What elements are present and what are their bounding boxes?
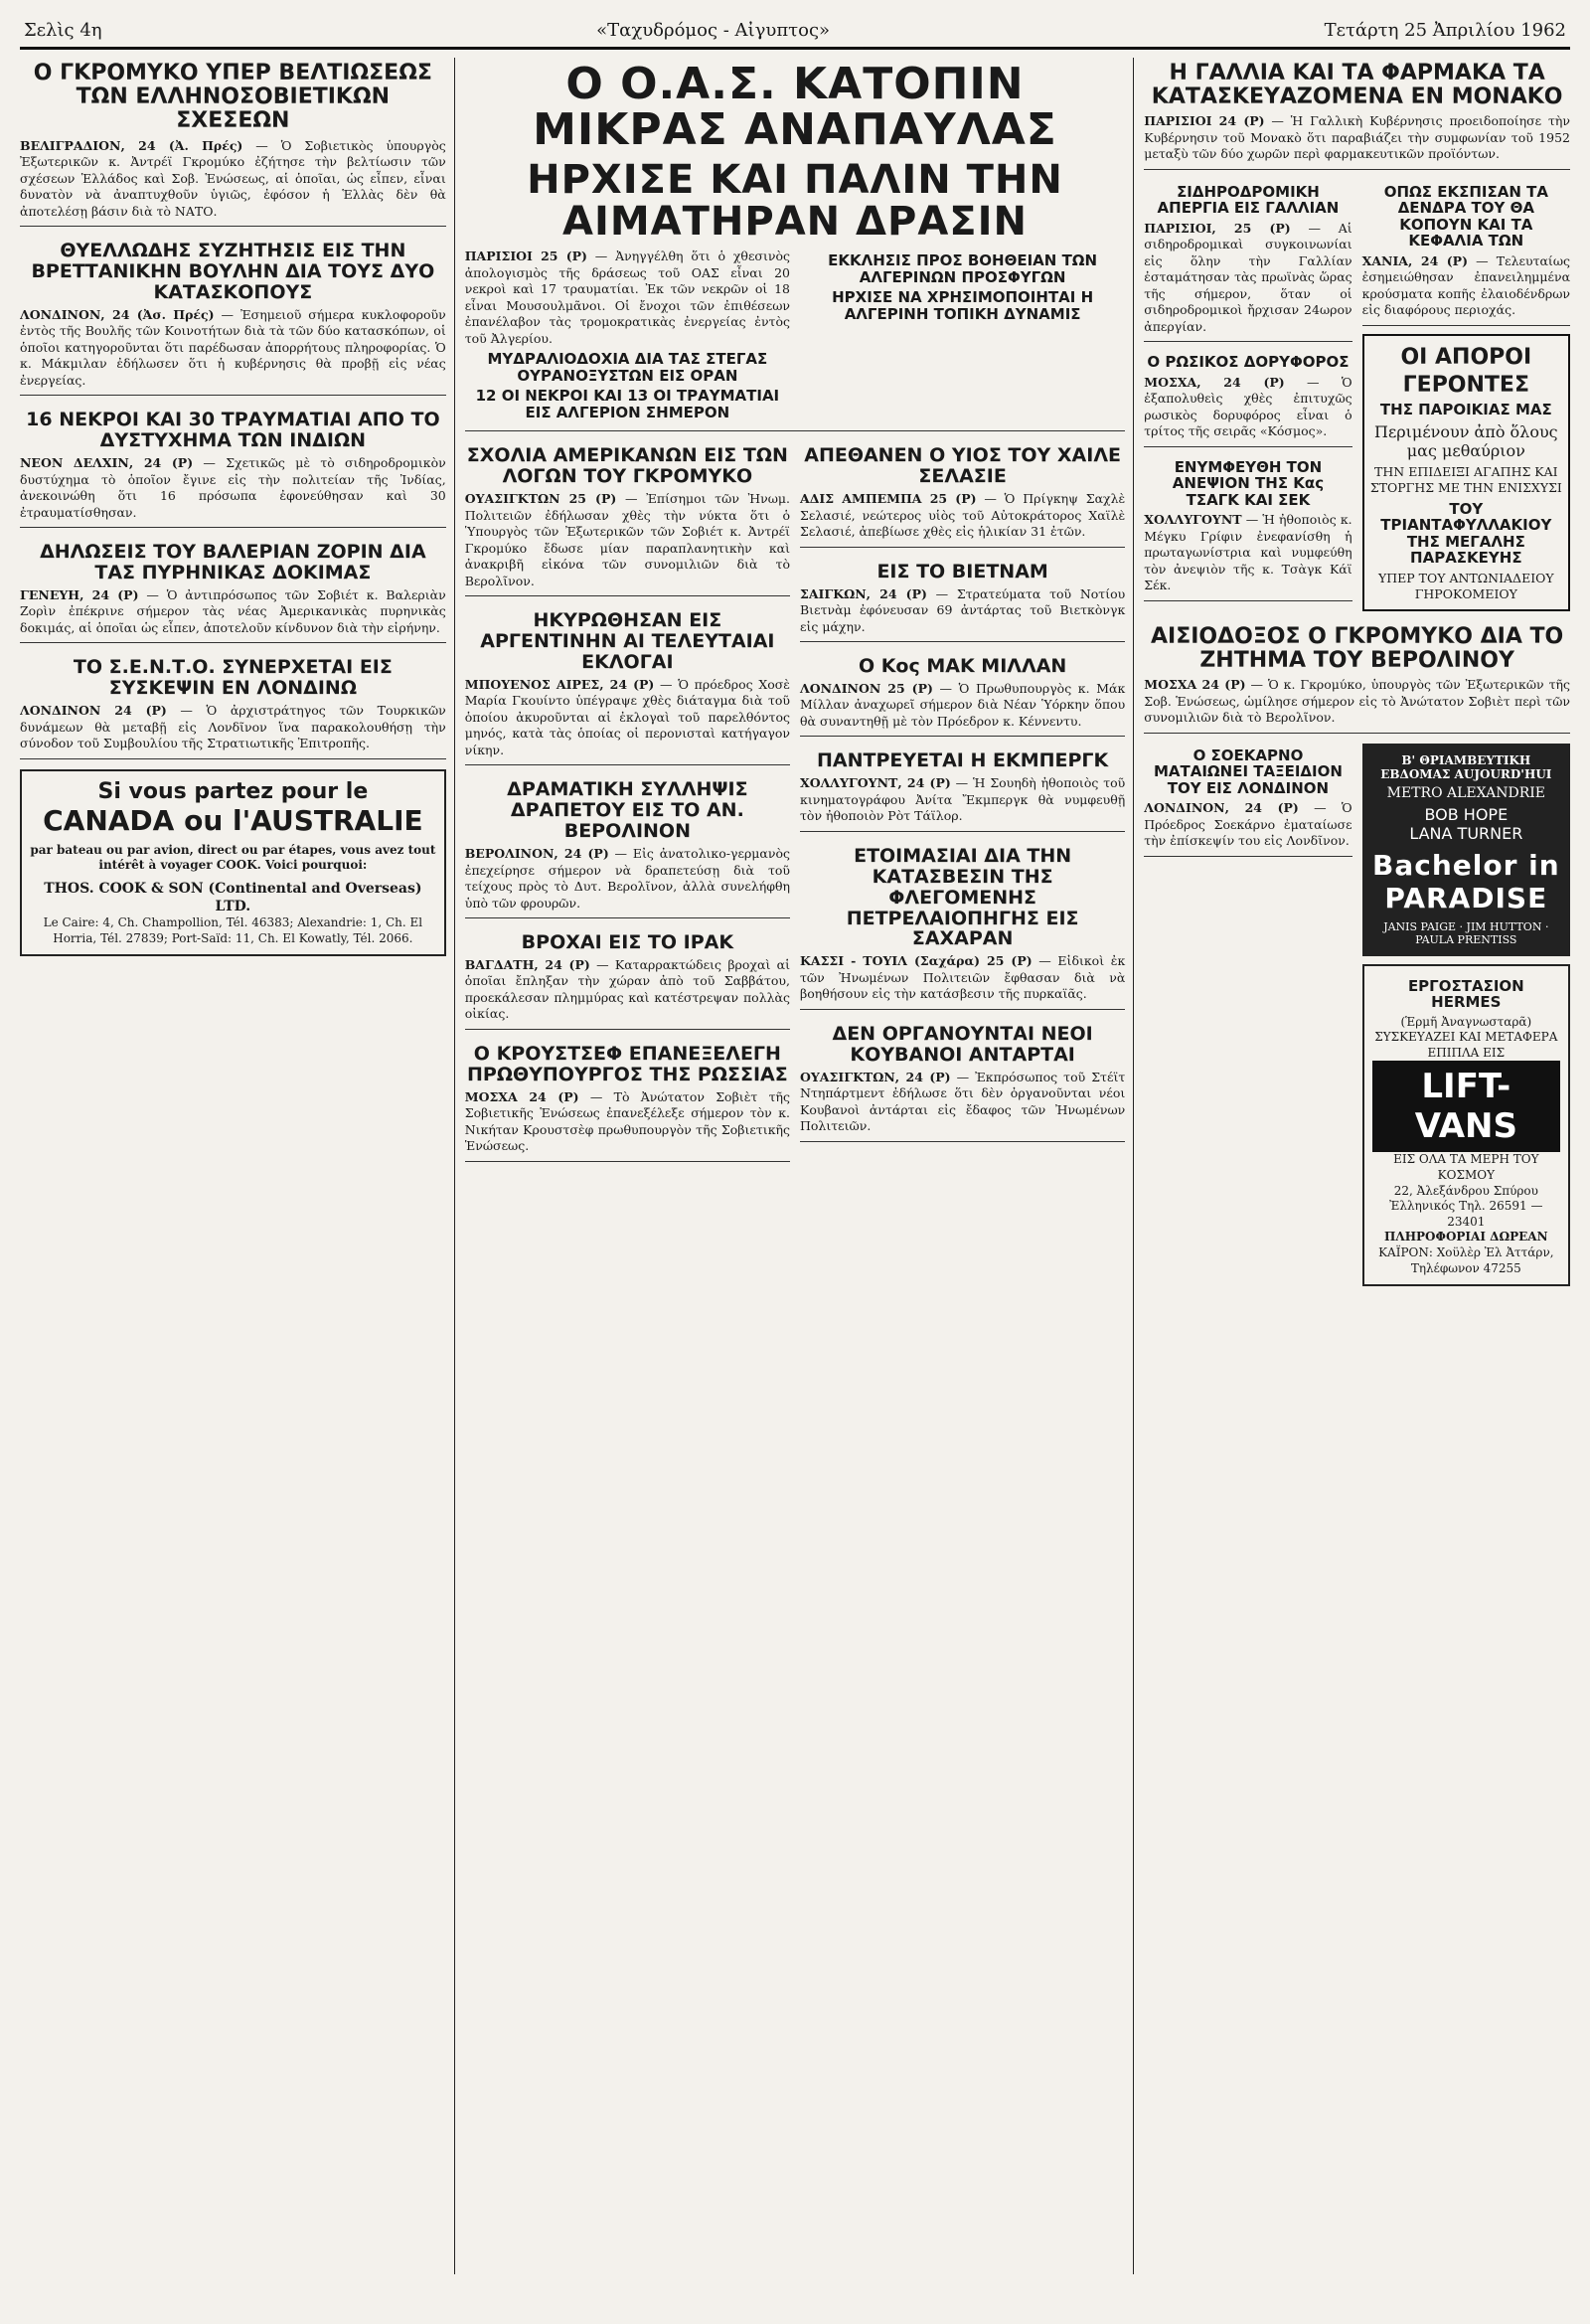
- article-british-parliament: ΘΥΕΛΛΩΔΗΣ ΣΥΖΗΤΗΣΙΣ ΕΙΣ ΤΗΝ ΒΡΕΤΤΑΝΙΚΗΝ ΒΟΥΛΗΝ ΔΙΑ ΤΟΥΣ ΔΥΟ ΚΑΤΑΣΚΟΠΟΥΣ ΛΟΝΔΙΝΟΝ, 24 (Ἀσ. Πρές) — Ἐσημειοῦ σήμερα κυκλοφοροῦν ἐντὸς τῆς Βουλῆς τῶν Κοινοτήτων διὰ τὰ τῶν δύο κατασκόπων, οἱ ὁποῖοι κατηγοροῦνται ὅτι παρέδωσαν ἀπορρήτους πληροφορίας. Ὁ κ. Μάκμιλαν ἐδήλωσεν ὅτι ἡ κυβέρνησις θὰ προβῇ εἰς νέας ἐνεργείας.: [20, 237, 446, 396]
- dateline: ΟΥΑΣΙΓΚΤΩΝ 25 (Ρ): [464, 491, 617, 507]
- article-body: Τὸ Ἀνώτατον Σοβιὲτ τῆς Σοβιετικῆς Ἑνώσεως ἐπανεξέλεξε σήμερον τὸν κ. Νικήταν Κρουστσὲφ πρωθυπουργὸν τῆς Σοβιετικῆς Ἑνώσεως.: [464, 1088, 790, 1154]
- film-title: Bachelor in PARADISE: [1371, 848, 1560, 914]
- dateline: ΑΔΙΣ ΑΜΠΕΜΠΑ 25 (Ρ): [800, 491, 977, 507]
- ad-address: Le Caire: 4, Ch. Champollion, Tél. 46383; Alexandrie: 1, Ch. El Horria, Tél. 27839; Port-Saïd: 11, Ch. El Kowatly, Tél. 2066.: [43, 915, 423, 945]
- dateline: ΝΕΟΝ ΔΕΛΧΙΝ, 24 (Ρ): [20, 455, 194, 471]
- advertisement-cook: [20, 769, 446, 957]
- headline: ΔΕΝ ΟΡΓΑΝΟΥΝΤΑΙ ΝΕΟΙ ΚΟΥΒΑΝΟΙ ΑΝΤΑΡΤΑΙ: [832, 1022, 1093, 1066]
- headline: Ο ΡΩΣΙΚΟΣ ΔΟΡΥΦΟΡΟΣ: [1147, 353, 1350, 372]
- article-body: Καταρρακτώδεις βροχαὶ αἱ ὁποῖαι ἔπληξαν τὴν χώραν ἀπὸ τοῦ Σαββάτου, προεκάλεσαν πλημμύρας καὶ κατέστρεψαν πολλὰς οἰκίας.: [464, 956, 791, 1022]
- article-body: Στρατεύματα τοῦ Νοτίου Βιετνὰμ ἐφόνευσαν 69 ἀντάρτας τοῦ Βιετκὸνγκ εἰς μάχην.: [800, 585, 1126, 634]
- article-body: Ἡ Σουηδὴ ἠθοποιὸς τοῦ κινηματογράφου Ἀνίτα Ἔκμπεργκ θὰ νυμφευθῇ τὸν ἠθοποιὸν Ρὸτ Τάϊλορ.: [800, 775, 1126, 824]
- dateline: ΜΟΣΧΑ 24 (Ρ): [1144, 677, 1246, 693]
- dateline: ΛΟΝΔΙΝΟΝ 24 (Ρ): [20, 703, 167, 719]
- article-selassie-son: ΑΠΕΘΑΝΕΝ Ο ΥΙΟΣ ΤΟΥ ΧΑΙΛΕ ΣΕΛΑΣΙΕ ΑΔΙΣ ΑΜΠΕΜΠΑ 25 (Ρ) — Ὁ Πρίγκηψ Σαχλὲ Σελασιέ, νεώτερος υἱὸς τοῦ Αὐτοκράτορος Χαϊλὲ Σελασιέ, ἀπεβίωσε χθὲς εἰς ἡλικίαν 31 ἐτῶν.: [800, 441, 1125, 547]
- article-zorin: ΔΗΛΩΣΕΙΣ ΤΟΥ ΒΑΛΕΡΙΑΝ ΖΟΡΙΝ ΔΙΑ ΤΑΣ ΠΥΡΗΝΙΚΑΣ ΔΟΚΙΜΑΣ ΓΕΝΕΥΗ, 24 (Ρ) — Ὁ ἀντιπρόσωπος τῶν Σοβιέτ κ. Βαλεριὰν Ζορὶν ἐπέκρινε σήμερον τὰς νέας Ἀμερικανικὰς πυρηνικὰς δοκιμάς, αἱ ὁποῖαι ὡς εἶπεν, ἀποτελοῦν κίνδυνον διὰ τὴν εἰρήνην.: [20, 538, 446, 643]
- subheadline: ΗΡΧΙΣΕ ΝΑ ΧΡΗΣΙΜΟΠΟΙΗΤΑΙ Η ΑΛΓΕΡΙΝΗ ΤΟΠΙΚΗ ΔΥΝΑΜΙΣ: [832, 288, 1094, 323]
- headline: Η ΓΑΛΛΙΑ ΚΑΙ ΤΑ ΦΑΡΜΑΚΑ ΤΑ ΚΑΤΑΣΚΕΥΑΖΟΜΕΝΑ ΕΝ ΜΟΝΑΚΟ: [1151, 61, 1563, 110]
- notice-line: ΓΕΡΟΝΤΕΣ: [1402, 373, 1529, 399]
- column-center: [465, 58, 1135, 2274]
- headline: ΘΥΕΛΛΩΔΗΣ ΣΥΖΗΤΗΣΙΣ ΕΙΣ ΤΗΝ ΒΡΕΤΤΑΝΙΚΗΝ ΒΟΥΛΗΝ ΔΙΑ ΤΟΥΣ ΔΥΟ ΚΑΤΑΣΚΟΠΟΥΣ: [31, 240, 435, 303]
- article-sukarno: Ο ΣΟΕΚΑΡΝΟ ΜΑΤΑΙΩΝΕΙ ΤΑΞΕΙΔΙΟΝ ΤΟΥ ΕΙΣ ΛΟΝΔΙΝΟΝ ΛΟΝΔΙΝΟΝ, 24 (Ρ) — Ὁ Πρόεδρος Σοεκάρνο ἐματαίωσε τὴν ἐπίσκεψίν του εἰς Λονδῖνον.: [1144, 744, 1352, 857]
- notice-line: ΤΗΣ ΠΑΡΟΙΚΙΑΣ ΜΑΣ: [1379, 401, 1552, 419]
- article-oas-main: Ο Ο.Α.Σ. ΚΑΤΟΠΙΝ ΜΙΚΡΑΣ ΑΝΑΠΑΥΛΑΣ ΗΡΧΙΣΕ ΚΑΙ ΠΑΛΙΝ ΤΗΝ ΑΙΜΑΤΗΡΑΝ ΔΡΑΣΙΝ ΠΑΡΙΣΙΟΙ 25 (Ρ) — Ἀνηγγέλθη ὅτι ὁ χθεσινὸς ἀπολογισμὸς τῆς δράσεως τοῦ ΟΑΣ εἶναι 20 νεκροὶ καὶ 17 τραυματίαι. Ἐκ τῶν νεκρῶν οἱ 18 εἶναι Μουσουλμᾶνοι. Οἱ ἔνοχοι τῶν ἐπιθέσεων ἐπανέλαβον τὰς τρομοκρατικὰς ἐνεργείας ἐντὸς τοῦ Ἀλγερίου. ΜΥΔΡΑΛΙΟΔΟΧΙΑ ΔΙΑ ΤΑΣ ΣΤΕΓΑΣ ΟΥΡΑΝΟΞΥΣΤΩΝ ΕΙΣ ΟΡΑΝ 12 ΟΙ ΝΕΚΡΟΙ ΚΑΙ 13 ΟΙ ΤΡΑΥΜΑΤΙΑΙ ΕΙΣ ΑΛΓΕΡΙΟΝ ΣΗΜΕΡΟΝ ΕΚΚΛΗΣΙΣ ΠΡΟΣ ΒΟΗΘΕΙΑΝ ΤΩΝ ΑΛΓΕΡΙΝΩΝ ΠΡΟΣΦΥΓΩΝ ΗΡΧΙΣΕ ΝΑ ΧΡΗΣΙΜΟΠΟΙΗΤΑΙ Η ΑΛΓΕΡΙΝΗ ΤΟΠΙΚΗ ΔΥΝΑΜΙΣ: [465, 58, 1126, 431]
- issue-date: Τετάρτη 25 Ἀπριλίου 1962: [1324, 20, 1566, 41]
- column-right: [1144, 58, 1570, 2274]
- headline: ΣΧΟΛΙΑ ΑΜΕΡΙΚΑΝΩΝ ΕΙΣ ΤΩΝ ΛΟΓΩΝ ΤΟΥ ΓΚΡΟΜΥΚΟ: [466, 444, 788, 488]
- masthead: [20, 20, 1570, 50]
- main-headline-line1: Ο Ο.Α.Σ. ΚΑΤΟΠΙΝ ΜΙΚΡΑΣ ΑΝΑΠΑΥΛΑΣ: [533, 59, 1057, 156]
- ad-text: ΣΥΣΚΕΥΑΖΕΙ ΚΑΙ ΜΕΤΑΦΕΡΑ ΕΠΙΠΛΑ ΕΙΣ: [1374, 1030, 1558, 1060]
- page-number: Σελὶς 4η: [24, 20, 102, 41]
- dateline: ΒΕΛΙΓΡΑΔΙΟΝ, 24 (Ἀ. Πρές): [20, 137, 243, 153]
- article-khrushchev: Ο ΚΡΟΥΣΤΣΕΦ ΕΠΑΝΕΞΕΛΕΓΗ ΠΡΩΘΥΠΟΥΡΓΟΣ ΤΗΣ ΡΩΣΣΙΑΣ ΜΟΣΧΑ 24 (Ρ) — Τὸ Ἀνώτατον Σοβιὲτ τῆς Σοβιετικῆς Ἑνώσεως ἐπανεξέλεξε σήμερον τὸν κ. Νικήταν Κρουστσὲφ πρωθυπουργὸν τῆς Σοβιετικῆς Ἑνώσεως.: [465, 1040, 790, 1162]
- headline: ΤΟ Σ.Ε.Ν.Τ.Ο. ΣΥΝΕΡΧΕΤΑΙ ΕΙΣ ΣΥΣΚΕΨΙΝ ΕΝ ΛΟΝΔΙΝΩ: [73, 656, 393, 700]
- star-name: BOB HOPE: [1424, 804, 1509, 824]
- ad-company: THOS. COOK & SON (Continental and Overseas) LTD.: [44, 880, 422, 914]
- article-body: Ὁ ἐξαπολυθεὶς χθὲς ἐπιτυχῶς ρωσικὸς δορυφόρος εἶναι ὁ τρίτος τῆς σειρᾶς «Κόσμος».: [1144, 374, 1352, 439]
- ad-line: Si vous partez pour le: [97, 778, 369, 804]
- notice-line: ΤΗΝ ΕΠΙΔΕΙΞΙ ΑΓΑΠΗΣ ΚΑΙ ΣΤΟΡΓΗΣ ΜΕ ΤΗΝ ΕΝΙΣΧΥΣΙ: [1369, 463, 1562, 496]
- article-body: Εἰς ἀνατολικο-γερμανὸς ἐπεχείρησε σήμερον νὰ δραπετεύσῃ διὰ τοῦ τείχους πρὸς τὸ Δυτ. Βερολῖνον, ἀλλὰ συνελήφθη ὑπὸ τῶν φρουρῶν.: [464, 846, 790, 911]
- dateline: ΧΟΛΛΥΓΟΥΝΤ, 24 (Ρ): [800, 775, 951, 791]
- article-body: Ὁ ἀρχιστράτηγος τῶν Τουρκικῶν δυνάμεων θὰ μεταβῇ εἰς Λονδῖνον ἵνα παρακολουθήσῃ τὴν σύνοδον τοῦ Συμβουλίου τῆς Στρατιωτικῆς Ἐπιτροπῆς.: [20, 703, 446, 751]
- newspaper-page: [20, 20, 1570, 2284]
- article-body: Ὁ Σοβιετικὸς ὑπουργὸς Ἐξωτερικῶν κ. Ἀντρέϊ Γκρομύκο ἐζήτησε τὴν βελτίωσιν τῶν σχέσεων Ἑλλάδος καὶ Σοβ. Ἑνώσεως, αἱ ὁποῖαι, ὡς εἶπεν, εἶναι δυνατὸν νὰ ἀναπτυχθοῦν ὑγιῶς, ἐφόσον ἡ Ἑλλὰς δὲν θὰ ἀποτελέσῃ βάσιν διὰ τὸ ΝΑΤΟ.: [20, 137, 446, 219]
- column-left: [20, 58, 455, 2274]
- article-cento: ΤΟ Σ.Ε.Ν.Τ.Ο. ΣΥΝΕΡΧΕΤΑΙ ΕΙΣ ΣΥΣΚΕΨΙΝ ΕΝ ΛΟΝΔΙΝΩ ΛΟΝΔΙΝΟΝ 24 (Ρ) — Ὁ ἀρχιστράτηγος τῶν Τουρκικῶν δυνάμεων θὰ μεταβῇ εἰς Λονδῖνον ἵνα παρακολουθήσῃ τὴν σύνοδον τοῦ Συμβουλίου τῆς Στρατιωτικῆς Ἐπιτροπῆς.: [20, 653, 446, 758]
- article-body: Ἐσημειοῦ σήμερα κυκλοφοροῦν ἐντὸς τῆς Βουλῆς τῶν Κοινοτήτων διὰ τὰ τῶν δύο κατασκόπων, οἱ ὁποῖοι κατηγοροῦνται ὅτι παρέδωσαν ἀπορρήτους πληροφορίας. Ὁ κ. Μάκμιλαν ἐδήλωσεν ὅτι ἡ κυβέρνησις θὰ προβῇ εἰς νέας ἐνεργείας.: [20, 306, 446, 388]
- headline: ΑΠΕΘΑΝΕΝ Ο ΥΙΟΣ ΤΟΥ ΧΑΙΛΕ ΣΕΛΑΣΙΕ: [804, 444, 1122, 488]
- headline: ΕΙΣ ΤΟ ΒΙΕΤΝΑΜ: [876, 560, 1048, 582]
- article-sahara-oil: ΕΤΟΙΜΑΣΙΑΙ ΔΙΑ ΤΗΝ ΚΑΤΑΣΒΕΣΙΝ ΤΗΣ ΦΛΕΓΟΜΕΝΗΣ ΠΕΤΡΕΛΑΙΟΠΗΓΗΣ ΕΙΣ ΣΑΧΑΡΑΝ ΚΑΣΣΙ - ΤΟΥΙΛ (Σαχάρα) 25 (Ρ) — Εἰδικοὶ ἐκ τῶν Ἠνωμένων Πολιτειῶν ἔφθασαν διὰ νὰ βοηθήσουν εἰς τὴν κατάσβεσιν τῆς πυρκαϊᾶς.: [800, 842, 1125, 1010]
- dateline: ΒΕΡΟΛΙΝΟΝ, 24 (Ρ): [464, 846, 609, 861]
- article-body: Ἀνηγγέλθη ὅτι ὁ χθεσινὸς ἀπολογισμὸς τῆς δράσεως τοῦ ΟΑΣ εἶναι 20 νεκροὶ καὶ 17 τραυματίαι. Ἐκ τῶν νεκρῶν οἱ 18 εἶναι Μουσουλμᾶνοι. Οἱ ἔνοχοι τῶν ἐπιθέσεων ἐπανέλαβον τὰς τρομοκρατικὰς ἐνεργείας ἐντὸς τοῦ Ἀλγερίου.: [464, 249, 790, 346]
- main-headline-line2: ΗΡΧΙΣΕ ΚΑΙ ΠΑΛΙΝ ΤΗΝ ΑΙΜΑΤΗΡΑΝ ΔΡΑΣΙΝ: [527, 157, 1063, 246]
- headline: Ο Κος ΜΑΚ ΜΙΛΛΑΝ: [858, 655, 1067, 678]
- dateline: ΠΑΡΙΣΙΟΙ, 25 (Ρ): [1144, 220, 1291, 236]
- article-argentina: ΗΚΥΡΩΘΗΣΑΝ ΕΙΣ ΑΡΓΕΝΤΙΝΗΝ ΑΙ ΤΕΛΕΥΤΑΙΑΙ ΕΚΛΟΓΑΙ ΜΠΟΥΕΝΟΣ ΑΙΡΕΣ, 24 (Ρ) — Ὁ πρόεδρος Χοσὲ Μαρία Γκουίντο ὑπέγραψε χθὲς διάταγμα διὰ τοῦ ὁποίου ἀκυροῦνται αἱ ἐκλογαὶ τοῦ παρελθόντος μηνός, κατὰ τὰς ὁποίας οἱ περονισταὶ κατήγαγον νίκην.: [465, 606, 790, 765]
- dateline: ΜΠΟΥΕΝΟΣ ΑΙΡΕΣ, 24 (Ρ): [464, 676, 655, 692]
- headline: ΑΙΣΙΟΔΟΞΟΣ Ο ΓΚΡΟΜΥΚΟ ΔΙΑ ΤΟ ΖΗΤΗΜΑ ΤΟΥ ΒΕΡΟΛΙΝΟΥ: [1151, 623, 1564, 673]
- ad-city: ΚΑΪΡΟΝ: Χοϋλὲρ Ἐλ Ἀττάρν, Τηλέφωνον 47255: [1378, 1245, 1554, 1275]
- headline: ΔΡΑΜΑΤΙΚΗ ΣΥΛΛΗΨΙΣ ΔΡΑΠΕΤΟΥ ΕΙΣ ΤΟ ΑΝ. ΒΕΡΟΛΙΝΟΝ: [507, 778, 748, 843]
- headline: ΟΠΩΣ ΕΚΣΠΙΣΑΝ ΤΑ ΔΕΝΔΡΑ ΤΟΥ ΘΑ ΚΟΠΟΥΝ ΚΑΙ ΤΑ ΚΕΦΑΛΙΑ ΤΩΝ: [1383, 182, 1548, 250]
- article-rail-strike: ΣΙΔΗΡΟΔΡΟΜΙΚΗ ΑΠΕΡΓΙΑ ΕΙΣ ΓΑΛΛΙΑΝ ΠΑΡΙΣΙΟΙ, 25 (Ρ) — Αἱ σιδηροδρομικαὶ συγκοινωνίαι εἰς ὅλην τὴν Γαλλίαν ἐσταμάτησαν τὰς πρωϊνὰς ὥρας τῆς σήμερον, ὅταν οἱ σιδηροδρομικοὶ ἤρχισαν 24ωρον ἀπεργίαν.: [1144, 180, 1352, 343]
- article-body: Ὁ Πρίγκηψ Σαχλὲ Σελασιέ, νεώτερος υἱὸς τοῦ Αὐτοκράτορος Χαϊλὲ Σελασιέ, ἀπεβίωσε χθὲς εἰς ἡλικίαν 31 ἐτῶν.: [800, 491, 1126, 540]
- article-body: Ἡ ἠθοποιὸς κ. Μέγκυ Γρίφιν ἐνεφανίσθη ἡ πρωταγωνίστρια καὶ νυμφεύθη τὸν ἀνεψιὸν τῆς κ. Τσὰγκ Κάϊ Σέκ.: [1144, 512, 1352, 593]
- article-gromyko-greek: Ο ΓΚΡΟΜΥΚΟ ΥΠΕΡ ΒΕΛΤΙΩΣΕΩΣ ΤΩΝ ΕΛΛΗΝΟΣΟΒΙΕΤΙΚΩΝ ΣΧΕΣΕΩΝ ΒΕΛΙΓΡΑΔΙΟΝ, 24 (Ἀ. Πρές) — Ὁ Σοβιετικὸς ὑπουργὸς Ἐξωτερικῶν κ. Ἀντρέϊ Γκρομύκο ἐζήτησε τὴν βελτίωσιν τῶν σχέσεων Ἑλλάδος καὶ Σοβ. Ἑνώσεως, αἱ ὁποῖαι, ὡς εἶπεν, εἶναι δυνατὸν νὰ ἀναπτυχθοῦν ὑγιῶς, ἐφόσον ἡ Ἑλλὰς δὲν θὰ ἀποτελέσῃ βάσιν διὰ τὸ ΝΑΤΟ.: [20, 58, 446, 227]
- article-ekberg: ΠΑΝΤΡΕΥΕΤΑΙ Η ΕΚΜΠΕΡΓΚ ΧΟΛΛΥΓΟΥΝΤ, 24 (Ρ) — Ἡ Σουηδὴ ἠθοποιὸς τοῦ κινηματογράφου Ἀνίτα Ἔκμπεργκ θὰ νυμφευθῇ τὸν ἠθοποιὸν Ρὸτ Τάϊλορ.: [800, 747, 1125, 831]
- headline: Ο ΣΟΕΚΑΡΝΟ ΜΑΤΑΙΩΝΕΙ ΤΑΞΕΙΔΙΟΝ ΤΟΥ ΕΙΣ ΛΟΝΔΙΝΟΝ: [1153, 746, 1343, 797]
- headline: ΣΙΔΗΡΟΔΡΟΜΙΚΗ ΑΠΕΡΓΙΑ ΕΙΣ ΓΑΛΛΙΑΝ: [1157, 182, 1340, 218]
- article-iraq-rain: ΒΡΟΧΑΙ ΕΙΣ ΤΟ ΙΡΑΚ ΒΑΓΔΑΤΗ, 24 (Ρ) — Καταρρακτώδεις βροχαὶ αἱ ὁποῖαι ἔπληξαν τὴν χώραν ἀπὸ τοῦ Σαββάτου, προεκάλεσαν πλημμύρας καὶ κατέστρεψαν πολλὰς οἰκίας.: [465, 928, 790, 1030]
- article-american-comments: ΣΧΟΛΙΑ ΑΜΕΡΙΚΑΝΩΝ ΕΙΣ ΤΩΝ ΛΟΓΩΝ ΤΟΥ ΓΚΡΟΜΥΚΟ ΟΥΑΣΙΓΚΤΩΝ 25 (Ρ) — Ἐπίσημοι τῶν Ἠνωμ. Πολιτειῶν ἐδήλωσαν χθὲς τὴν νύκτα ὅτι ὁ Ὑπουργὸς τῶν Ἐξωτερικῶν τῶν Σοβιέτ κ. Ἀντρέϊ Γκρομύκο ἔδωσε μίαν παραπλανητικὴν καὶ ἀνακριβῆ εἰκόνα τῶν συνομιλιῶν διὰ τὸ Βερολῖνον.: [465, 441, 790, 596]
- article-berlin-escape: ΔΡΑΜΑΤΙΚΗ ΣΥΛΛΗΨΙΣ ΔΡΑΠΕΤΟΥ ΕΙΣ ΤΟ ΑΝ. ΒΕΡΟΛΙΝΟΝ ΒΕΡΟΛΙΝΟΝ, 24 (Ρ) — Εἰς ἀνατολικο-γερμανὸς ἐπεχείρησε σήμερον νὰ δραπετεύσῃ διὰ τοῦ τείχους πρὸς τὸ Δυτ. Βερολῖνον, ἀλλὰ συνελήφθη ὑπὸ τῶν φρουρῶν.: [465, 775, 790, 918]
- dateline: ΛΟΝΔΙΝΟΝ, 24 (Ἀσ. Πρές): [20, 306, 215, 322]
- dateline: ΧΑΝΙΑ, 24 (Ρ): [1361, 252, 1468, 268]
- article-body: Ὁ Πρωθυπουργὸς κ. Μάκ Μίλλαν ἀναχωρεῖ σήμερον διὰ Νέαν Ὑόρκην ὅπου θὰ συναντηθῇ μὲ τὸν Πρόεδρον κ. Κέννεντυ.: [800, 680, 1126, 729]
- headline: Ο ΓΚΡΟΜΥΚΟ ΥΠΕΡ ΒΕΛΤΙΩΣΕΩΣ ΤΩΝ ΕΛΛΗΝΟΣΟΒΙΕΤΙΚΩΝ ΣΧΕΣΕΩΝ: [33, 61, 432, 134]
- notice-line: ΟΙ ΑΠΟΡΟΙ: [1400, 344, 1532, 370]
- headline: 16 ΝΕΚΡΟΙ ΚΑΙ 30 ΤΡΑΥΜΑΤΙΑΙ ΑΠΟ ΤΟ ΔΥΣΤΥΧΗΜΑ ΤΩΝ ΙΝΔΙΩΝ: [26, 409, 440, 452]
- dateline: ΟΥΑΣΙΓΚΤΩΝ, 24 (Ρ): [800, 1069, 951, 1084]
- article-india-accident: 16 ΝΕΚΡΟΙ ΚΑΙ 30 ΤΡΑΥΜΑΤΙΑΙ ΑΠΟ ΤΟ ΔΥΣΤΥΧΗΜΑ ΤΩΝ ΙΝΔΙΩΝ ΝΕΟΝ ΔΕΛΧΙΝ, 24 (Ρ) — Σχετικῶς μὲ τὸ σιδηροδρομικὸν δυστύχημα τὸ ὁποῖον ἔγινε εἰς τὴν πολιτείαν τῆς Ἰνδίας, ἀνεκοινώθη ὅτι 16 πρόσωπα ἐφονεύθησαν καὶ 30 ἐτραυματίσθησαν.: [20, 406, 446, 528]
- article-body: Εἰδικοὶ ἐκ τῶν Ἠνωμένων Πολιτειῶν ἔφθασαν διὰ νὰ βοηθήσουν εἰς τὴν κατάσβεσιν τῆς πυρκαϊᾶς.: [800, 953, 1126, 1002]
- subheadline: ΕΚΚΛΗΣΙΣ ΠΡΟΣ ΒΟΗΘΕΙΑΝ ΤΩΝ ΑΛΓΕΡΙΝΩΝ ΠΡΟΣΦΥΓΩΝ: [828, 251, 1098, 286]
- headline: ΕΤΟΙΜΑΣΙΑΙ ΔΙΑ ΤΗΝ ΚΑΤΑΣΒΕΣΙΝ ΤΗΣ ΦΛΕΓΟΜΕΝΗΣ ΠΕΤΡΕΛΑΙΟΠΗΓΗΣ ΕΙΣ ΣΑΧΑΡΑΝ: [846, 844, 1079, 950]
- article-body: Σχετικῶς μὲ τὸ σιδηροδρομικὸν δυστύχημα τὸ ὁποῖον ἔγινε εἰς τὴν πολιτείαν τῆς Ἰνδίας, ἀνεκοινώθη ὅτι 16 πρόσωπα ἐφονεύθησαν καὶ 30 ἐτραυματίσθησαν.: [20, 455, 446, 520]
- ad-text: ΕΙΣ ΟΛΑ ΤΑ ΜΕΡΗ ΤΟΥ ΚΟΣΜΟΥ: [1393, 1152, 1539, 1182]
- ad-address: 22, Ἀλεξάνδρου Σπύρου Ἐλληνικός Τηλ. 26591 — 23401: [1389, 1183, 1543, 1229]
- article-body: Αἱ σιδηροδρομικαὶ συγκοινωνίαι εἰς ὅλην τὴν Γαλλίαν ἐσταμάτησαν τὰς πρωϊνὰς ὥρας τῆς σήμερον, ὅταν οἱ σιδηροδρομικοὶ ἤρχισαν 24ωρον ἀπεργίαν.: [1144, 220, 1352, 334]
- article-russian-satellite: Ο ΡΩΣΙΚΟΣ ΔΟΡΥΦΟΡΟΣ ΜΟΣΧΑ, 24 (Ρ) — Ὁ ἐξαπολυθεὶς χθὲς ἐπιτυχῶς ρωσικὸς δορυφόρος εἶναι ὁ τρίτος τῆς σειρᾶς «Κόσμος».: [1144, 350, 1352, 447]
- company-name: ΕΡΓΟΣΤΑΣΙΟΝ HERMES: [1407, 976, 1524, 1012]
- article-body: Ἐκπρόσωπος τοῦ Στέϊτ Ντηπάρτμεντ ἐδήλωσε ὅτι δὲν ὀργανοῦνται νέοι Κουβανοὶ ἀντάρται εἰς ἔδαφος τῶν Ἠνωμένων Πολιτειῶν.: [800, 1069, 1126, 1134]
- dateline: ΛΟΝΔΙΝΟΝ 25 (Ρ): [800, 680, 933, 696]
- article-gromyko-berlin: ΑΙΣΙΟΔΟΞΟΣ Ο ΓΚΡΟΜΥΚΟ ΔΙΑ ΤΟ ΖΗΤΗΜΑ ΤΟΥ ΒΕΡΟΛΙΝΟΥ ΜΟΣΧΑ 24 (Ρ) — Ὁ κ. Γκρομύκο, ὑπουργὸς τῶν Ἐξωτερικῶν τῆς Σοβ. Ἑνώσεως, ὡμίλησε σήμερον εἰς τὸ Ἀνώτατον Σοβιὲτ περὶ τῶν συνομιλιῶν διὰ τὸ Βερολῖνον.: [1144, 621, 1570, 734]
- newspaper-name: «Ταχυδρόμος - Αἰγυπτος»: [596, 20, 831, 41]
- article-crete-trees: ΟΠΩΣ ΕΚΣΠΙΣΑΝ ΤΑ ΔΕΝΔΡΑ ΤΟΥ ΘΑ ΚΟΠΟΥΝ ΚΑΙ ΤΑ ΚΕΦΑΛΙΑ ΤΩΝ ΧΑΝΙΑ, 24 (Ρ) — Τελευταίως ἐσημειώθησαν ἐπανειλημμένα κρούσματα κοπῆς ἐλαιοδένδρων εἰς διαφόρους περιοχάς.: [1362, 180, 1570, 326]
- dateline: ΣΑΙΓΚΩΝ, 24 (Ρ): [800, 585, 927, 601]
- headline: Ο ΚΡΟΥΣΤΣΕΦ ΕΠΑΝΕΞΕΛΕΓΗ ΠΡΩΘΥΠΟΥΡΓΟΣ ΤΗΣ ΡΩΣΣΙΑΣ: [467, 1042, 788, 1085]
- article-vietnam: ΕΙΣ ΤΟ ΒΙΕΤΝΑΜ ΣΑΙΓΚΩΝ, 24 (Ρ) — Στρατεύματα τοῦ Νοτίου Βιετνὰμ ἐφόνευσαν 69 ἀντάρτας τοῦ Βιετκὸνγκ εἰς μάχην.: [800, 558, 1125, 642]
- subheadline: 12 ΟΙ ΝΕΚΡΟΙ ΚΑΙ 13 ΟΙ ΤΡΑΥΜΑΤΙΑΙ ΕΙΣ ΑΛΓΕΡΙΟΝ ΣΗΜΕΡΟΝ: [475, 387, 780, 421]
- article-chiang-nephew: ΕΝΥΜΦΕΥΘΗ ΤΟΝ ΑΝΕΨΙΟΝ ΤΗΣ Κας ΤΣΑΓΚ ΚΑΙ ΣΕΚ ΧΟΛΛΥΓΟΥΝΤ — Ἡ ἠθοποιὸς κ. Μέγκυ Γρίφιν ἐνεφανίσθη ἡ πρωταγωνίστρια καὶ νυμφεύθη τὸν ἀνεψιὸν τῆς κ. Τσὰγκ Κάϊ Σέκ.: [1144, 455, 1352, 601]
- headline: ΒΡΟΧΑΙ ΕΙΣ ΤΟ ΙΡΑΚ: [521, 931, 734, 953]
- article-body: Ἡ Γαλλικὴ Κυβέρνησις προειδοποίησε τὴν Κυβέρνησιν τοῦ Μονακὸ ὅτι παραβιάζει τὴν συμφωνίαν τοῦ 1952 μεταξὺ τῶν δύο χωρῶν περὶ φαρμακευτικῶν προϊόντων.: [1144, 113, 1570, 162]
- company-sub: (Ἑρμῆ Ἀναγνωσταρᾶ): [1400, 1014, 1532, 1029]
- cinema-ad: [1362, 744, 1570, 956]
- ad-note: ΠΛΗΡΟΦΟΡΙΑΙ ΔΩΡΕΑΝ: [1384, 1230, 1548, 1245]
- article-body: Τελευταίως ἐσημειώθησαν ἐπανειλημμένα κρούσματα κοπῆς ἐλαιοδένδρων εἰς διαφόρους περιοχάς.: [1361, 252, 1570, 318]
- article-macmillan: Ο Κος ΜΑΚ ΜΙΛΛΑΝ ΛΟΝΔΙΝΟΝ 25 (Ρ) — Ὁ Πρωθυπουργὸς κ. Μάκ Μίλλαν ἀναχωρεῖ σήμερον διὰ Νέαν Ὑόρκην ὅπου θὰ συναντηθῇ μὲ τὸν Πρόεδρον κ. Κέννεντυ.: [800, 652, 1125, 737]
- article-body: Ἐπίσημοι τῶν Ἠνωμ. Πολιτειῶν ἐδήλωσαν χθὲς τὴν νύκτα ὅτι ὁ Ὑπουργὸς τῶν Ἐξωτερικῶν τῶν Σοβιέτ κ. Ἀντρέϊ Γκρομύκο ἔδωσε μίαν παραπλανητικὴν καὶ ἀνακριβῆ εἰκόνα τῶν συνομιλιῶν διὰ τὸ Βερολῖνον.: [464, 491, 790, 588]
- dateline: ΧΟΛΛΥΓΟΥΝΤ: [1144, 512, 1242, 528]
- article-body: Ὁ Πρόεδρος Σοεκάρνο ἐματαίωσε τὴν ἐπίσκεψίν του εἰς Λονδῖνον.: [1144, 800, 1352, 849]
- dateline: ΓΕΝΕΥΗ, 24 (Ρ): [20, 586, 139, 602]
- dateline: ΜΟΣΧΑ 24 (Ρ): [464, 1088, 579, 1104]
- article-cuban-rebels: ΔΕΝ ΟΡΓΑΝΟΥΝΤΑΙ ΝΕΟΙ ΚΟΥΒΑΝΟΙ ΑΝΤΑΡΤΑΙ ΟΥΑΣΙΓΚΤΩΝ, 24 (Ρ) — Ἐκπρόσωπος τοῦ Στέϊτ Ντηπάρτμεντ ἐδήλωσε ὅτι δὲν ὀργανοῦνται νέοι Κουβανοὶ ἀντάρται εἰς ἔδαφος τῶν Ἠνωμένων Πολιτειῶν.: [800, 1020, 1125, 1142]
- article-body: Ὁ πρόεδρος Χοσὲ Μαρία Γκουίντο ὑπέγραψε χθὲς διάταγμα διὰ τοῦ ὁποίου ἀκυροῦνται αἱ ἐκλογαὶ τοῦ παρελθόντος μηνός, κατὰ τὰς ὁποίας οἱ περονισταὶ κατήγαγον νίκην.: [464, 676, 790, 757]
- dateline: ΚΑΣΣΙ - ΤΟΥΙΛ (Σαχάρα) 25 (Ρ): [800, 953, 1033, 969]
- dateline: ΒΑΓΔΑΤΗ, 24 (Ρ): [464, 956, 590, 972]
- star-name: LANA TURNER: [1409, 823, 1523, 843]
- cinema-week: Β' ΘΡΙΑΜΒΕΥΤΙΚΗ ΕΒΔΟΜΑΣ ΑUJOURD'HUI: [1380, 752, 1552, 781]
- hermes-ad: [1362, 964, 1570, 1287]
- headline: ΗΚΥΡΩΘΗΣΑΝ ΕΙΣ ΑΡΓΕΝΤΙΝΗΝ ΑΙ ΤΕΛΕΥΤΑΙΑΙ ΕΚΛΟΓΑΙ: [480, 609, 775, 673]
- ad-headline: CANADA ou l'AUSTRALIE: [43, 803, 423, 837]
- dateline: ΠΑΡΙΣΙΟΙ 24 (Ρ): [1144, 113, 1265, 129]
- notice-line: ΤΟΥ ΤΡΙΑΝΤΑΦΥΛΛΑΚΙΟΥ ΤΗΣ ΜΕΓΑΛΗΣ ΠΑΡΑΣΚΕΥΗΣ: [1380, 499, 1552, 568]
- article-france-monaco: Η ΓΑΛΛΙΑ ΚΑΙ ΤΑ ΦΑΡΜΑΚΑ ΤΑ ΚΑΤΑΣΚΕΥΑΖΟΜΕΝΑ ΕΝ ΜΟΝΑΚΟ ΠΑΡΙΣΙΟΙ 24 (Ρ) — Ἡ Γαλλικὴ Κυβέρνησις προειδοποίησε τὴν Κυβέρνησιν τοῦ Μονακὸ ὅτι παραβιάζει τὴν συμφωνίαν τοῦ 1952 μεταξὺ τῶν δύο χωρῶν περὶ φαρμακευτικῶν προϊόντων.: [1144, 58, 1570, 170]
- headline: ΕΝΥΜΦΕΥΘΗ ΤΟΝ ΑΝΕΨΙΟΝ ΤΗΣ Κας ΤΣΑΓΚ ΚΑΙ ΣΕΚ: [1172, 457, 1325, 509]
- headline: ΔΗΛΩΣΕΙΣ ΤΟΥ ΒΑΛΕΡΙΑΝ ΖΟΡΙΝ ΔΙΑ ΤΑΣ ΠΥΡΗΝΙΚΑΣ ΔΟΚΙΜΑΣ: [40, 541, 426, 583]
- cinema-name: METRO ALEXANDRIE: [1386, 784, 1545, 801]
- columns: [20, 58, 1570, 2274]
- charity-notice: [1362, 334, 1570, 611]
- notice-line: Περιμένουν ἀπὸ ὅλους μας μεθαύριον: [1374, 421, 1558, 460]
- dateline: ΛΟΝΔΙΝΟΝ, 24 (Ρ): [1144, 800, 1299, 816]
- dateline: ΠΑΡΙΣΙΟΙ 25 (Ρ): [464, 249, 587, 264]
- notice-line: ΥΠΕΡ ΤΟΥ ΑΝΤΩΝΙΑΔΕΙΟΥ ΓΗΡΟΚΟΜΕΙΟΥ: [1378, 570, 1554, 602]
- ad-text: par bateau ou par avion, direct ou par étapes, vous avez tout intérêt à voyager COOK. Voici pourquoi:: [30, 842, 436, 873]
- subheadline: ΜΥΔΡΑΛΙΟΔΟΧΙΑ ΔΙΑ ΤΑΣ ΣΤΕΓΑΣ ΟΥΡΑΝΟΞΥΣΤΩΝ ΕΙΣ ΟΡΑΝ: [487, 350, 768, 385]
- headline: ΠΑΝΤΡΕΥΕΤΑΙ Η ΕΚΜΠΕΡΓΚ: [817, 749, 1109, 772]
- article-body: Ὁ ἀντιπρόσωπος τῶν Σοβιέτ κ. Βαλεριὰν Ζορὶν ἐπέκρινε σήμερον τὰς νέας Ἀμερικανικὰς πυρηνικὰς δοκιμάς, αἱ ὁποῖαι ὡς εἶπεν, ἀποτελοῦν κίνδυνον διὰ τὴν εἰρήνην.: [20, 586, 446, 635]
- lift-vans-logo: LIFT-VANS: [1372, 1061, 1560, 1152]
- film-cast: JANIS PAIGE · JIM HUTTON · PAULA PRENTISS: [1383, 919, 1549, 946]
- article-body: Ὁ κ. Γκρομύκο, ὑπουργὸς τῶν Ἐξωτερικῶν τῆς Σοβ. Ἑνώσεως, ὡμίλησε σήμερον εἰς τὸ Ἀνώτατον Σοβιὲτ περὶ τῶν συνομιλιῶν διὰ τὸ Βερολῖνον.: [1144, 677, 1570, 726]
- dateline: ΜΟΣΧΑ, 24 (Ρ): [1144, 374, 1285, 390]
